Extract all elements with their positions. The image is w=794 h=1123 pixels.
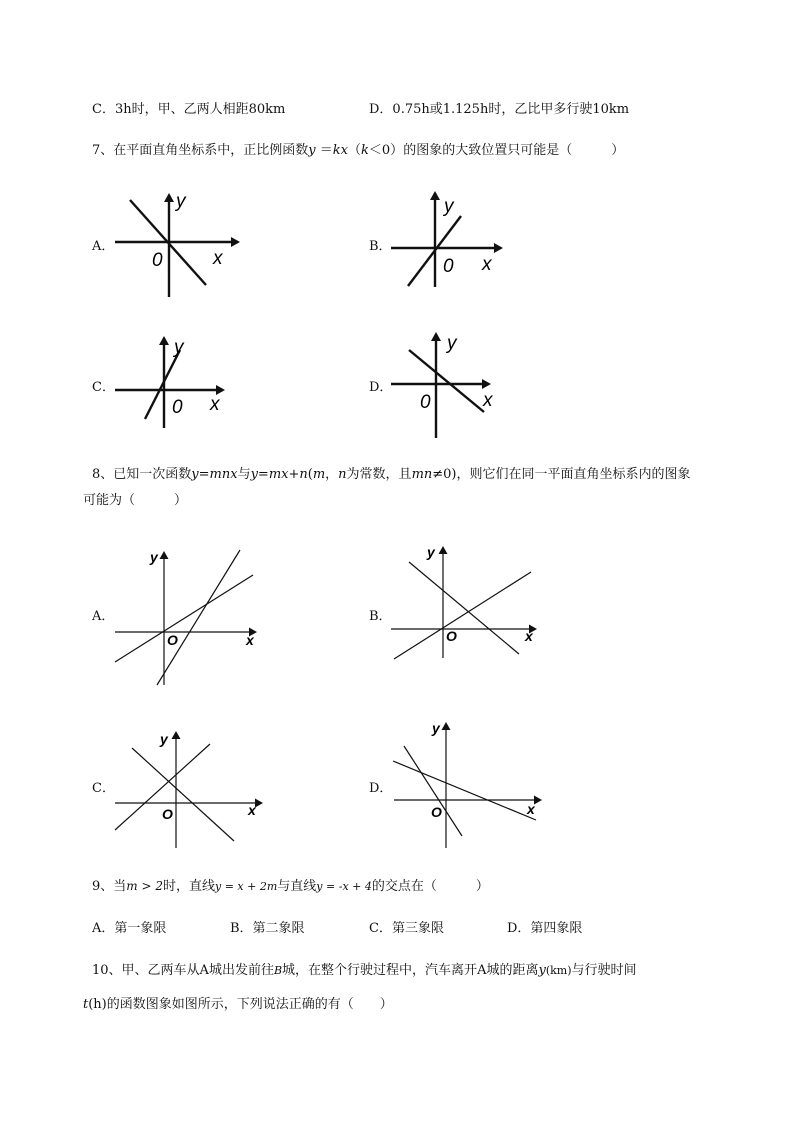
q10-stem-line2: t(h)的函数图象如图所示，下列说法正确的有（ ） bbox=[83, 997, 393, 1012]
origin-label: 0 bbox=[420, 392, 431, 413]
q9-option-d: D．第四象限 bbox=[507, 921, 583, 936]
q8-option-c-label: C． bbox=[92, 781, 115, 796]
origin-label: 0 bbox=[443, 256, 454, 277]
y-axis-label: y bbox=[176, 191, 186, 212]
origin-label: O bbox=[446, 628, 457, 644]
function-line-2 bbox=[404, 746, 462, 836]
origin-label: O bbox=[162, 806, 173, 822]
q6-option-c: C．3h时，甲、乙两人相距80km bbox=[92, 102, 286, 117]
q7-graph-a bbox=[110, 185, 240, 300]
x-axis-label: x bbox=[527, 801, 535, 817]
x-axis-label: x bbox=[246, 632, 254, 648]
x-axis-label: x bbox=[248, 802, 256, 818]
function-line-1 bbox=[393, 761, 536, 820]
y-axis-label: y bbox=[447, 333, 457, 354]
q7-option-d-label: D． bbox=[369, 380, 393, 395]
q9-option-c: C．第三象限 bbox=[369, 921, 444, 936]
q8-option-a-label: A． bbox=[92, 609, 115, 624]
q7-option-b-label: B． bbox=[369, 239, 392, 254]
q8-graph-d bbox=[388, 718, 543, 850]
q9-stem: 9、当m > 2时，直线y = x + 2m与直线y = -x + 4的交点在（ ） bbox=[92, 879, 489, 894]
y-axis-label: y bbox=[444, 196, 454, 217]
origin-label: 0 bbox=[172, 397, 183, 418]
x-axis-label: x bbox=[210, 394, 220, 415]
y-axis-label: y bbox=[150, 549, 158, 565]
function-line-1 bbox=[115, 575, 253, 662]
q8-stem-line1: 8、已知一次函数y=mnx与y=mx+n(m，n为常数，且mn≠0)，则它们在同一平面直角坐标系内的图象 bbox=[92, 467, 691, 482]
q7-stem: 7、在平面直角坐标系中，正比例函数y ＝kx（k＜0）的图象的大致位置只可能是（ ） bbox=[92, 143, 625, 158]
y-axis-label: y bbox=[432, 720, 440, 736]
y-axis-label: y bbox=[160, 731, 168, 747]
function-line-2 bbox=[132, 748, 234, 841]
y-axis-label: y bbox=[174, 337, 184, 358]
x-axis-label: x bbox=[482, 254, 492, 275]
function-line-1 bbox=[394, 572, 531, 659]
q9-option-b: B．第二象限 bbox=[230, 921, 305, 936]
q8-graph-a bbox=[110, 545, 265, 690]
q9-option-a: A．第一象限 bbox=[92, 921, 167, 936]
q7-graph-c bbox=[112, 330, 232, 430]
q10-stem-line1: 10、甲、乙两车从A城出发前往B城，在整个行驶过程中，汽车离开A城的距离y(km)与行驶时间 bbox=[92, 963, 637, 978]
x-axis-label: x bbox=[213, 248, 223, 269]
q8-option-d-label: D． bbox=[369, 781, 393, 796]
q8-graph-b bbox=[388, 540, 538, 660]
q7-option-c-label: C． bbox=[92, 380, 115, 395]
y-axis-label: y bbox=[427, 544, 435, 560]
x-axis-label: x bbox=[525, 628, 533, 644]
x-axis-label: x bbox=[483, 390, 493, 411]
q7-graph-b bbox=[388, 190, 508, 290]
q7-option-a-label: A． bbox=[92, 239, 115, 254]
function-line-2 bbox=[409, 562, 519, 654]
origin-label: 0 bbox=[152, 250, 163, 271]
function-line-2 bbox=[157, 550, 240, 685]
q7-graph-d bbox=[388, 330, 508, 440]
origin-label: O bbox=[167, 632, 178, 648]
origin-label: O bbox=[431, 804, 442, 820]
q8-option-b-label: B． bbox=[369, 609, 392, 624]
q8-stem-line2: 可能为（ ） bbox=[83, 493, 188, 508]
q8-graph-c bbox=[110, 730, 265, 850]
q6-option-d: D．0.75h或1.125h时，乙比甲多行驶10km bbox=[369, 102, 630, 117]
